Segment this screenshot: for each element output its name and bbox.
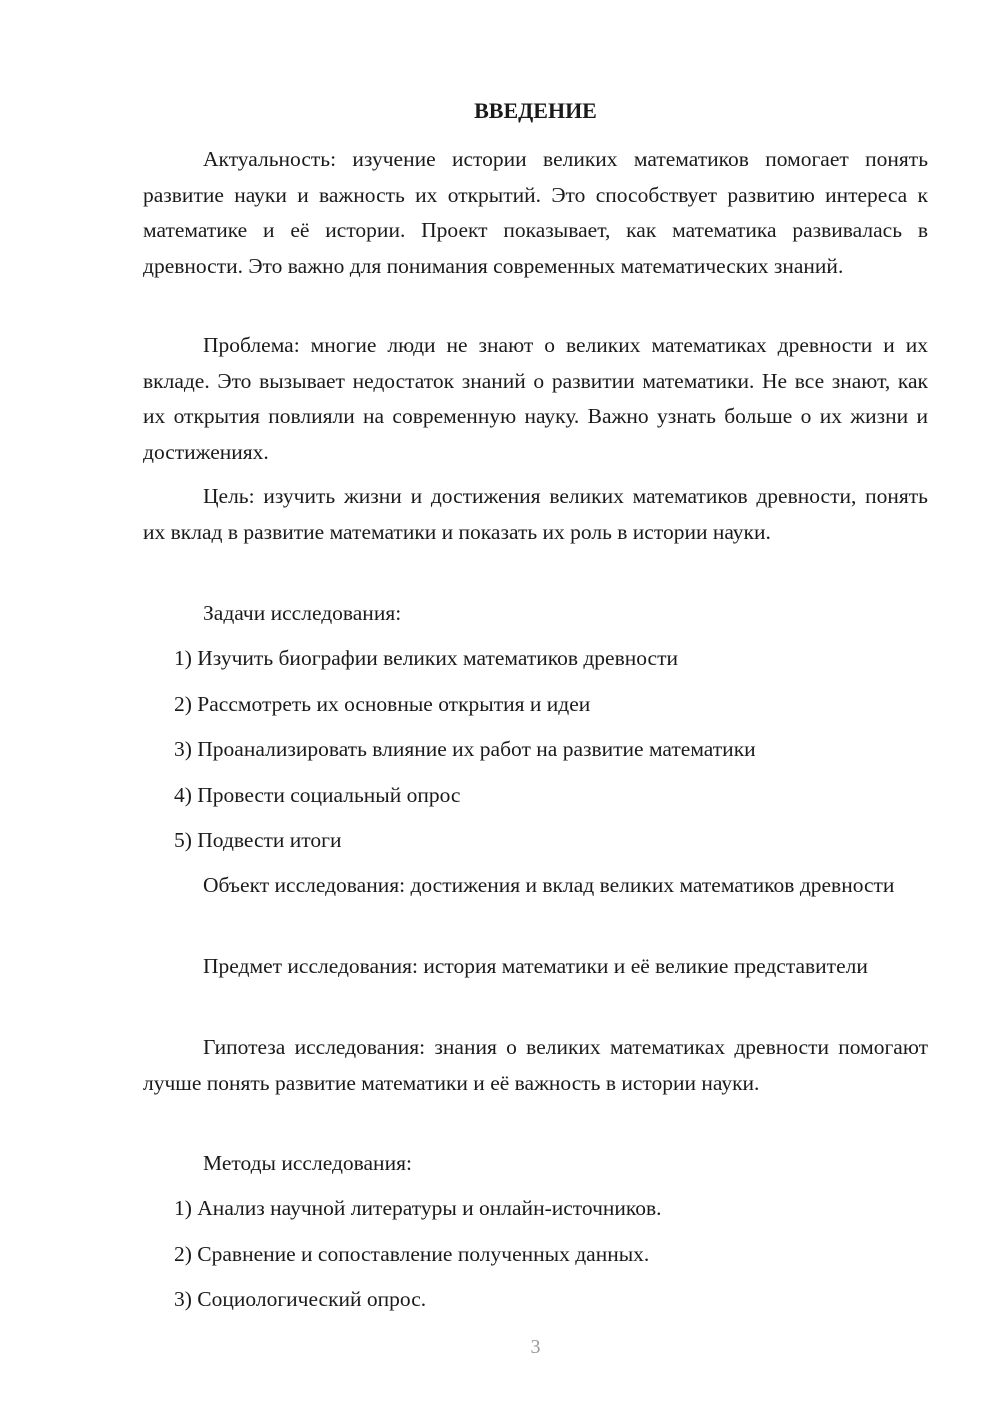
methods-heading: Методы исследования: xyxy=(203,1151,412,1175)
page-number: 3 xyxy=(530,1336,541,1358)
task-item: 3) Проанализировать влияние их работ на развитие математики xyxy=(174,737,756,761)
task-item: 2) Рассмотреть их основные открытия и идеи xyxy=(174,692,591,716)
method-item: 2) Сравнение и сопоставление полученных данных. xyxy=(174,1242,650,1266)
subject-paragraph: Предмет исследования: история математики и её великие представители xyxy=(203,954,868,978)
object-paragraph: Объект исследования: достижения и вклад великих математиков древности xyxy=(203,873,895,897)
task-item: 5) Подвести итоги xyxy=(174,828,342,852)
page-title: ВВЕДЕНИЕ xyxy=(474,98,597,123)
task-item: 4) Провести социальный опрос xyxy=(174,783,461,807)
tasks-heading: Задачи исследования: xyxy=(203,601,402,625)
goal-paragraph: Цель: изучить жизни и достижения великих математиков древности, понять их вклад в развитие математики и показать их роль в истории науки. xyxy=(143,484,928,544)
problem-paragraph: Проблема: многие люди не знают о великих математиках древности и их вкладе. Это вызывает недостаток знаний о развитии математики. Не все знают, как их открытия повлияли на современную науку. Важно узнать больше о их жизни и достижениях. xyxy=(143,333,928,464)
relevance-paragraph: Актуальность: изучение истории великих математиков помогает понять развитие науки и важность их открытий. Это способствует развитию интереса к математике и её истории. Проект показывает, как математика развивалась в древности. Это важно для понимания современных математических знаний. xyxy=(143,147,928,278)
task-item: 1) Изучить биографии великих математиков древности xyxy=(174,646,678,670)
method-item: 1) Анализ научной литературы и онлайн-источников. xyxy=(174,1196,662,1220)
hypothesis-paragraph: Гипотеза исследования: знания о великих математиках древности помогают лучше понять развитие математики и её важность в истории науки. xyxy=(143,1035,928,1095)
method-item: 3) Социологический опрос. xyxy=(174,1287,427,1311)
